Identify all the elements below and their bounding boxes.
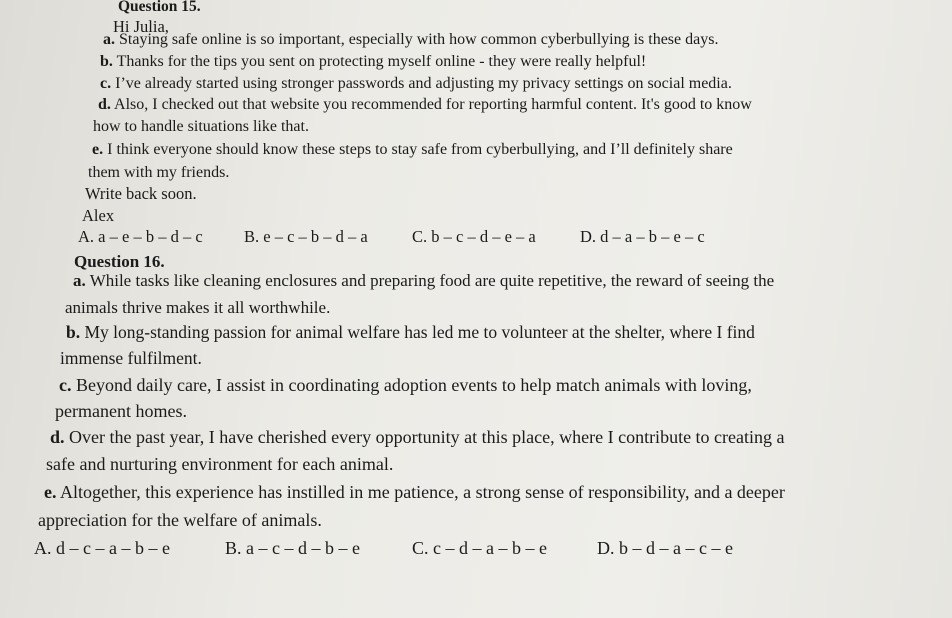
q16-sentence-e <box>44 481 785 503</box>
letter-closing: Write back soon. <box>85 184 197 203</box>
q16-text-c1: Beyond daily care, I assist in coordinating adoption events to help match animals with loving, <box>71 375 752 395</box>
q16-text-a2: animals thrive makes it all worthwhile. <box>65 298 331 317</box>
q15-key-b: b. <box>100 53 113 70</box>
q16-option-d[interactable]: D. b – d – a – c – e <box>597 538 733 558</box>
q16-text-b1: My long-standing passion for animal welfare has led me to volunteer at the shelter, where I find <box>80 322 755 342</box>
q16-sentence-a <box>73 270 774 292</box>
q15-option-b[interactable]: B. e – c – b – d – a <box>244 227 368 246</box>
q16-key-e: e. <box>44 482 57 502</box>
q16-text-a1: While tasks like cleaning enclosures and preparing food are quite repetitive, the reward of seeing the <box>85 271 775 290</box>
question-15-title: Question 15. <box>118 0 201 15</box>
q16-key-c: c. <box>59 375 72 395</box>
q15-text-e2: them with my friends. <box>88 164 230 181</box>
q16-key-b: b. <box>66 322 81 342</box>
q16-key-a: a. <box>73 271 86 290</box>
q15-text-b: Thanks for the tips you sent on protecting myself online - they were really helpful! <box>112 53 647 70</box>
q16-text-e2: appreciation for the welfare of animals. <box>38 510 322 530</box>
q16-text-b2: immense fulfilment. <box>60 348 202 368</box>
q15-option-c[interactable]: C. b – c – d – e – a <box>412 227 536 246</box>
q16-options <box>0 538 952 562</box>
q15-option-a[interactable]: A. a – e – b – d – c <box>78 227 203 246</box>
q15-text-d2: how to handle situations like that. <box>93 118 309 135</box>
question-16-title: Question 16. <box>74 252 165 271</box>
q15-sentence-c <box>100 74 732 94</box>
q16-text-d1: Over the past year, I have cherished every opportunity at this place, where I contribute to creating a <box>64 427 785 447</box>
q16-option-c[interactable]: C. c – d – a – b – e <box>412 538 547 558</box>
q16-key-d: d. <box>50 427 65 447</box>
q15-text-d1: Also, I checked out that website you recommended for reporting harmful content. It's good to know <box>110 96 752 113</box>
q15-text-a: Staying safe online is so important, especially with how common cyberbullying is these days. <box>115 31 719 48</box>
q16-option-b[interactable]: B. a – c – d – b – e <box>225 538 360 558</box>
q15-sentence-b <box>100 52 646 72</box>
q15-options <box>0 227 952 249</box>
q15-text-e1: I think everyone should know these steps to stay safe from cyberbullying, and I’ll definitely share <box>103 141 733 158</box>
q15-option-d[interactable]: D. d – a – b – e – c <box>580 227 705 246</box>
q16-sentence-c <box>59 374 752 396</box>
q15-key-e: e. <box>92 141 104 158</box>
q16-option-a[interactable]: A. d – c – a – b – e <box>34 538 170 558</box>
q15-sentence-a <box>103 30 718 50</box>
q15-text-c: I’ve already started using stronger passwords and adjusting my privacy settings on social media. <box>111 75 732 92</box>
q15-key-d: d. <box>98 96 111 113</box>
q16-text-d2: safe and nurturing environment for each animal. <box>46 454 394 474</box>
letter-greeting: Hi Julia, <box>113 17 169 36</box>
q16-text-e1: Altogether, this experience has instilled in me patience, a strong sense of responsibility, and a deeper <box>56 482 785 502</box>
q15-key-c: c. <box>100 75 112 92</box>
q15-sentence-e <box>92 140 733 160</box>
q15-sentence-d <box>98 95 752 115</box>
letter-signature: Alex <box>82 206 115 225</box>
q16-text-c2: permanent homes. <box>55 401 187 421</box>
q16-sentence-b <box>66 321 755 343</box>
q16-sentence-d <box>50 426 785 448</box>
q15-key-a: a. <box>103 31 115 48</box>
